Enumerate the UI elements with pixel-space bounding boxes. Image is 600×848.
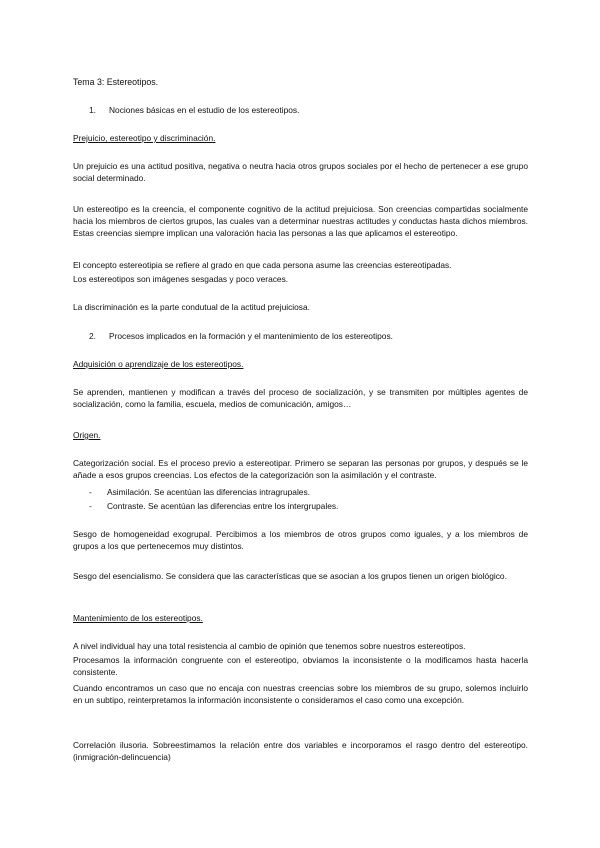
paragraph-cuando: Cuando encontramos un caso que no encaja con nuestras creencias sobre los miembros de su grupo, solemos incluirlo en un subtipo, reinterpretamos la información inconsistente o consideramos el caso como una excepción. [73,683,528,705]
list-item: Contraste. Se acentúan las diferencias entre los intergrupales. [107,501,339,511]
paragraph-correlacion: Correlación ilusoria. Sobreestimamos la relación entre dos variables e incorporamos el rasgo dentro del estereotipo. (inmigración-delincuencia) [73,740,528,762]
bullet-marker: - [89,501,92,511]
section-heading-2 [89,330,544,342]
paragraph-estereotipia: El concepto estereotipia se refiere al grado en que cada persona asume las creencias estereotipadas. [73,260,452,270]
section-number: 1. [89,105,96,115]
section-label: Nociones básicas en el estudio de los estereotipos. [109,105,300,115]
paragraph-discriminacion: La discriminación es la parte condutual de la actitud prejuiciosa. [73,302,310,312]
section-number: 2. [89,331,96,341]
paragraph-esencialismo: Sesgo del esencialismo. Se considera que las características que se asocian a los grupos tienen un origen biológico. [73,571,507,581]
subheading-mantenimiento: Mantenimiento de los estereotipos. [73,613,203,623]
paragraph-homogeneidad: Sesgo de homogeneidad exogrupal. Percibimos a los miembros de otros grupos como iguales, y a los miembros de grupos a los que pertenecemos muy distintos. [73,529,528,551]
paragraph-adquisicion: Se aprenden, mantienen y modifican a través del proceso de socialización, y se transmiten por múltiples agentes de socialización, como la familia, escuela, medios de comunicación, amigos… [73,387,528,409]
paragraph-categorizacion: Categorización social. Es el proceso previo a estereotipar. Primero se separan las personas por grupos, y después se le añade a esos grupos creencias. Los efectos de la categorización son la asimilación y el contraste. [73,458,528,480]
subheading-origen: Origen. [73,430,101,440]
paragraph-estereotipo: Un estereotipo es la creencia, el componente cognitivo de la actitud prejuiciosa. Son creencias compartidas socialmente hacia los miembros de ciertos grupos, las cuales van a determinar nuestras actitudes y conductas hasta dichos miembros. Estas creencias siempre implican una valoración hacia las personas a las que aplicamos el estereotipo. [73,204,528,238]
document-title: Tema 3: Estereotipos. [73,77,159,87]
paragraph-prejuicio: Un prejuicio es una actitud positiva, negativa o neutra hacia otros grupos sociales por el hecho de pertenecer a ese grupo social determinado. [73,161,528,183]
subheading-prejuicio: Prejuicio, estereotipo y discriminación. [73,133,216,143]
section-label: Procesos implicados en la formación y el mantenimiento de los estereotipos. [109,331,393,341]
paragraph-imagenes: Los estereotipos son imágenes sesgadas y poco veraces. [73,274,289,284]
bullet-marker: - [89,487,92,497]
paragraph-individual: A nivel individual hay una total resistencia al cambio de opinión que tenemos sobre nuestros estereotipos. [73,641,466,651]
list-item: Asimilación. Se acentúan las diferencias intragrupales. [107,487,310,497]
subheading-adquisicion: Adquisición o aprendizaje de los estereotipos. [73,359,244,369]
paragraph-procesamos: Procesamos la información congruente con el estereotipo, obviamos la inconsistente o la modificamos hasta hacerla consistente. [73,655,528,677]
section-heading-1 [89,104,544,116]
